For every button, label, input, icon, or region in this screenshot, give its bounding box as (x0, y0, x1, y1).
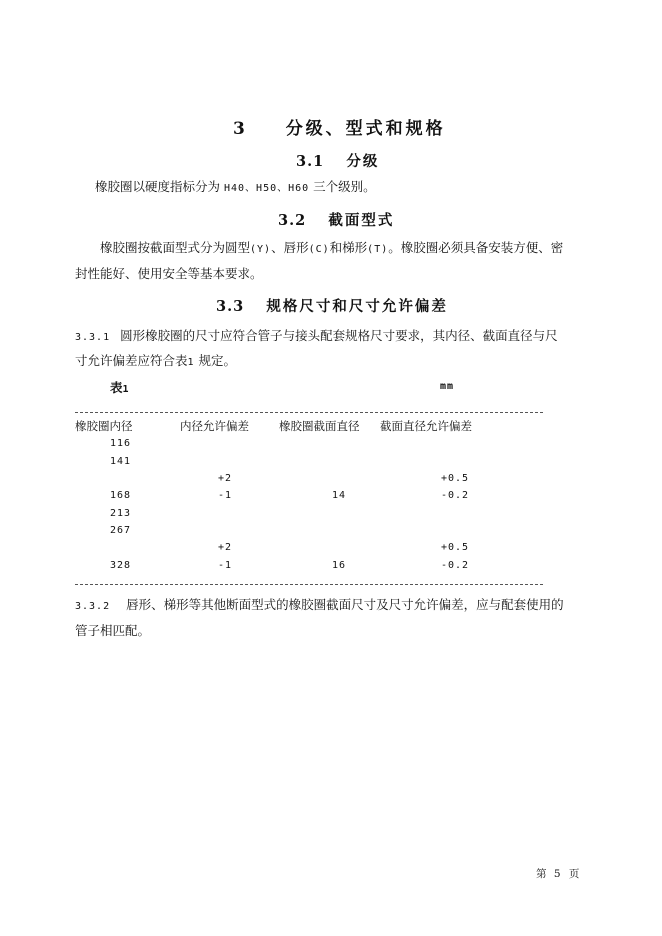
page-suffix: 页 (568, 868, 580, 880)
paragraph-3-3-1-line1 (75, 324, 558, 350)
paragraph-grades (95, 175, 376, 201)
subsection-heading-3-1 (296, 150, 379, 171)
cell-section-tol-minus: -0.2 (441, 560, 470, 571)
cell-inner-tol-minus: -1 (218, 560, 233, 571)
code-c: (C) (308, 244, 330, 255)
text: 。橡胶圈必须具备安装方便、密 (388, 240, 564, 255)
page-number (536, 866, 579, 881)
cell-inner-tol-minus: -1 (218, 490, 233, 501)
column-header-inner-tolerance: 内径允许偏差 (180, 419, 249, 433)
subsection-number: 3.2 (278, 212, 307, 229)
text: 三个级别。 (309, 179, 376, 194)
text: 和梯形 (329, 240, 368, 255)
cell-section-tol-minus: -0.2 (441, 490, 470, 501)
section-heading (233, 114, 446, 139)
text: 、唇形 (271, 240, 309, 255)
subsection-heading-3-3 (216, 295, 448, 316)
caption-number: 1 (122, 384, 130, 395)
paragraph-3-3-2-line2: 管子相匹配。 (75, 623, 151, 638)
cell-diameter: 168 (110, 490, 132, 501)
subsection-title: 规格尺寸和尺寸允许偏差 (266, 299, 448, 315)
cell-inner-tol-plus: +2 (218, 542, 233, 553)
column-header-section-diameter: 橡胶圈截面直径 (279, 419, 360, 433)
column-header-section-tolerance: 截面直径允许偏差 (380, 419, 472, 433)
table-caption (110, 378, 130, 396)
table-ref: 1 (187, 357, 195, 368)
cell-diameter: 328 (110, 560, 132, 571)
subsection-number: 3.3 (216, 298, 245, 315)
paragraph-section-types-line2: 封性能好、使用安全等基本要求。 (75, 266, 263, 281)
text: 寸允许偏差应符合表 (75, 353, 188, 368)
section-number: 3 (233, 119, 246, 139)
subsection-number: 3.1 (296, 153, 325, 170)
text: 圆形橡胶圈的尺寸应符合管子与接头配套规格尺寸要求，其内径、截面直径与尺 (120, 328, 558, 343)
page-prefix: 第 (536, 868, 547, 880)
caption-label: 表 (110, 380, 123, 395)
paragraph-section-types-line1 (100, 236, 563, 262)
text: 唇形、梯形等其他断面型式的橡胶圈截面尺寸及尺寸允许偏差，应与配套使用的 (126, 597, 564, 612)
subsection-title: 截面型式 (328, 213, 395, 229)
paragraph-3-3-1-line2 (75, 349, 236, 375)
table-unit: mm (440, 381, 455, 392)
code-y: (Y) (250, 244, 272, 255)
cell-diameter: 116 (110, 438, 132, 449)
paragraph-3-3-2-line1 (75, 593, 564, 619)
column-header-inner-diameter: 橡胶圈内径 (75, 419, 133, 433)
text: 规定。 (194, 353, 237, 368)
clause-number: 3.3.2 (75, 601, 111, 612)
cell-diameter: 213 (110, 508, 132, 519)
subsection-heading-3-2 (278, 209, 394, 230)
table-bottom-rule (75, 584, 543, 585)
cell-diameter: 267 (110, 525, 132, 536)
cell-inner-tol-plus: +2 (218, 473, 233, 484)
text: 橡胶圈按截面型式分为圆型 (100, 240, 251, 255)
table-top-rule (75, 412, 543, 413)
section-title: 分级、型式和规格 (285, 119, 446, 139)
cell-section-tol-plus: +0.5 (441, 473, 470, 484)
cell-section-tol-plus: +0.5 (441, 542, 470, 553)
text: 橡胶圈以硬度指标分为 (95, 179, 224, 194)
page-value: 5 (553, 868, 562, 880)
subsection-title: 分级 (346, 154, 380, 170)
clause-number: 3.3.1 (75, 332, 111, 343)
cell-diameter: 141 (110, 456, 132, 467)
cell-section-diameter: 14 (332, 490, 347, 501)
code-t: (T) (367, 244, 389, 255)
grade-codes: H40、H50、H60 (223, 183, 310, 194)
cell-section-diameter: 16 (332, 560, 347, 571)
